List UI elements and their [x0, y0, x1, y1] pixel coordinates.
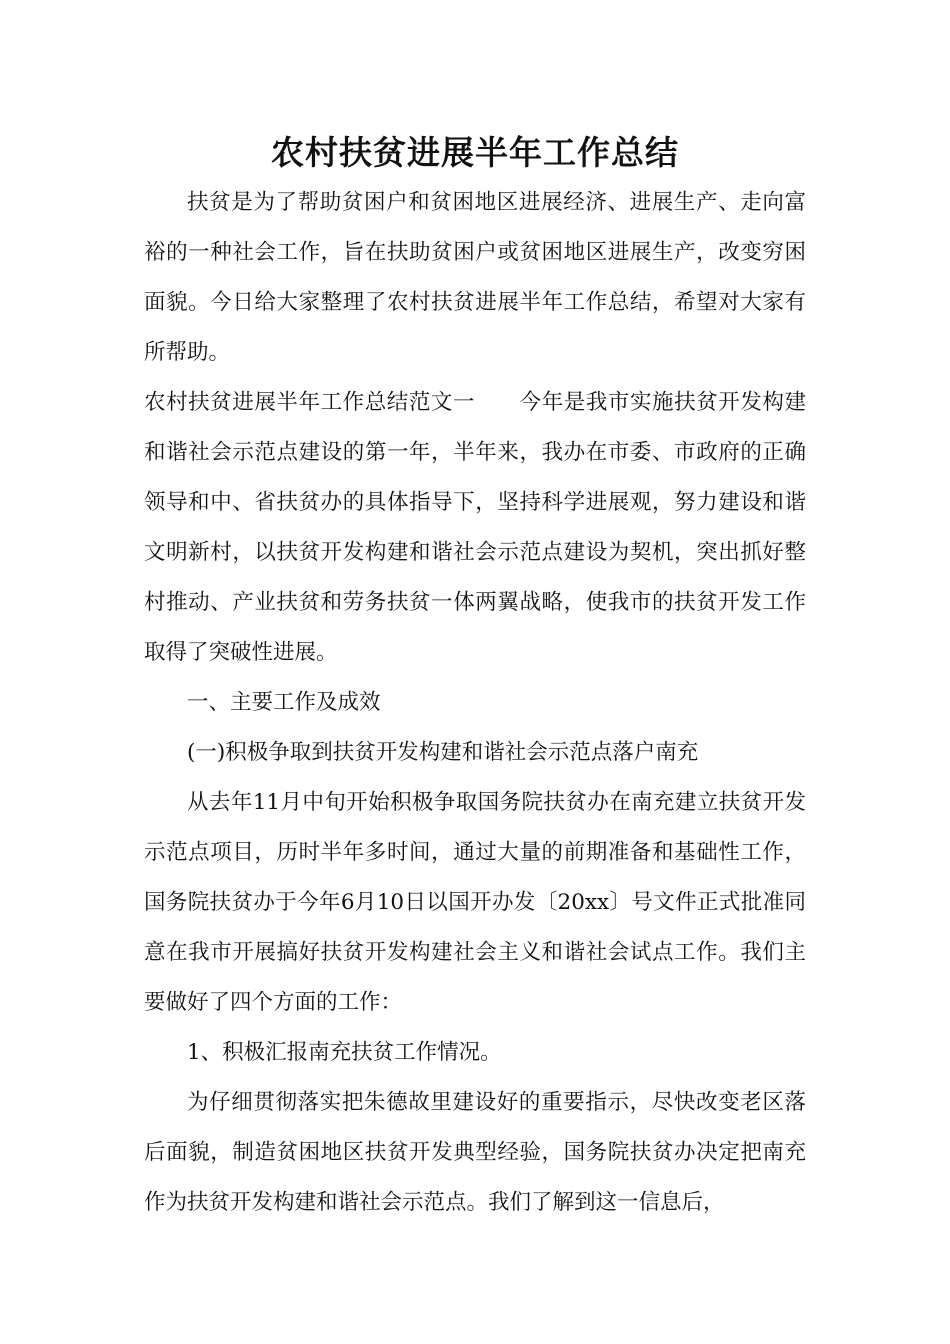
subheading-demo-site: (一)积极争取到扶贫开发构建和谐社会示范点落户南充 [187, 740, 699, 765]
heading-main-work: 一、主要工作及成效 [187, 690, 381, 715]
document-title: 农村扶贫进展半年工作总结 [271, 133, 679, 172]
section-paragraph [144, 378, 806, 678]
list-item-heading: 1、积极汇报南充扶贫工作情况。 [187, 1040, 502, 1065]
document-body [144, 178, 806, 1228]
body-paragraph: 从去年11月中旬开始积极争取国务院扶贫办在南充建立扶贫开发示范点项目，历时半年多时间，通过大量的前期准备和基础性工作，国务院扶贫办于今年6月10日以国开办发〔20xx〕号文件正式批准同意在我市开展搞好扶贫开发构建社会主义和谐社会试点工作。我们主要做好了四个方面的工作： [144, 790, 806, 1015]
intro-paragraph: 扶贫是为了帮助贫困户和贫困地区进展经济、进展生产、走向富裕的一种社会工作，旨在扶助贫困户或贫困地区进展生产，改变穷困面貌。今日给大家整理了农村扶贫进展半年工作总结，希望对大家有所帮助。 [144, 190, 806, 365]
sample-lead-text: 今年是我市实施扶贫开发构建和谐社会示范点建设的第一年，半年来，我办在市委、市政府的正确领导和中、省扶贫办的具体指导下，坚持科学进展观，努力建设和谐文明新村，以扶贫开发构建和谐社会示范点建设为契机，突出抓好整村推动、产业扶贫和劳务扶贫一体两翼战略，使我市的扶贫开发工作取得了突破性进展。 [144, 390, 806, 665]
body-paragraph: 为仔细贯彻落实把朱德故里建设好的重要指示，尽快改变老区落后面貌，制造贫困地区扶贫开发典型经验，国务院扶贫办决定把南充作为扶贫开发构建和谐社会示范点。我们了解到这一信息后， [144, 1090, 806, 1215]
sample-heading: 农村扶贫进展半年工作总结范文一 [144, 390, 476, 415]
